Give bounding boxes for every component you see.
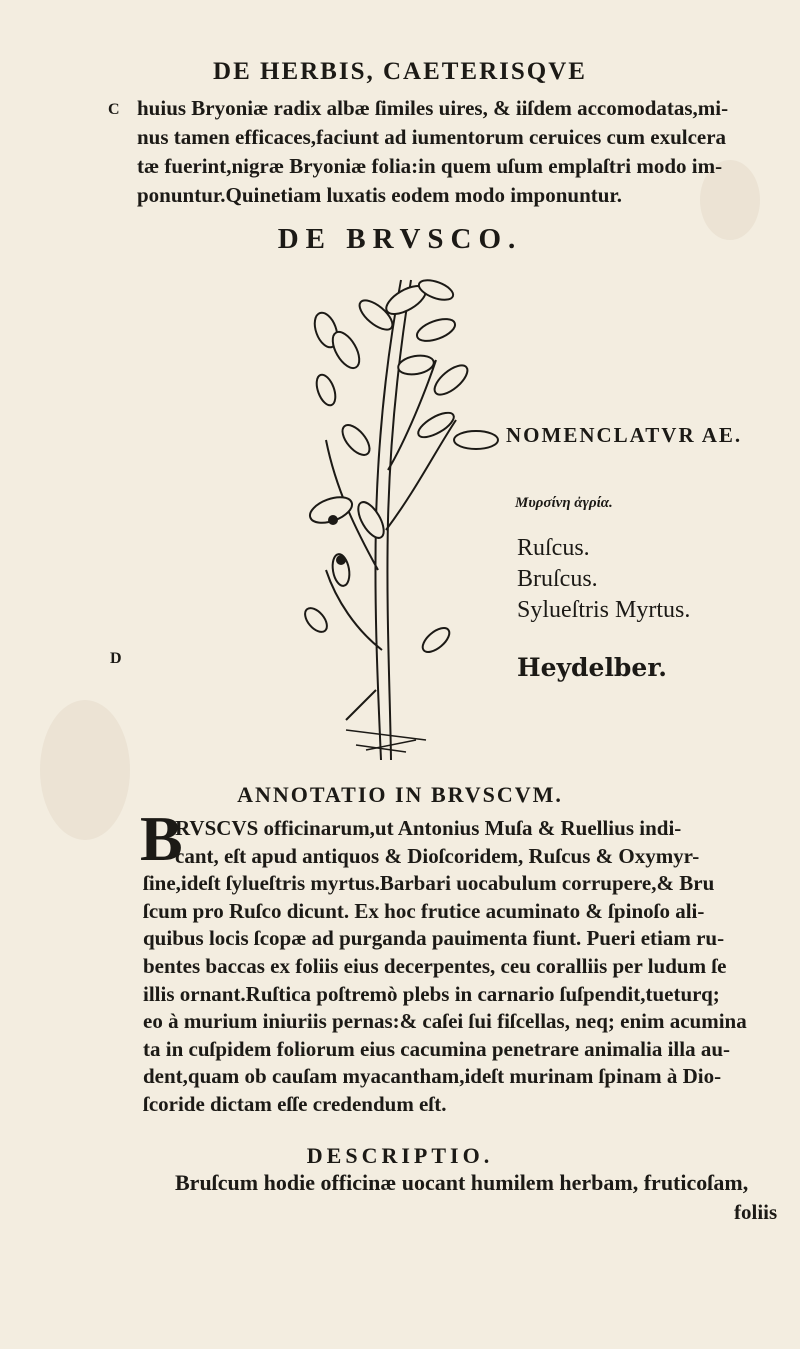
intro-line: tæ fuerint,nigræ Bryoniæ folia:in quem uſum emplaſtri modo im- xyxy=(137,154,723,178)
paper-stain xyxy=(40,700,130,840)
annotatio-line: cant, eſt apud antiquos & Dioſcoridem, Ruſcus & Oxymyr- xyxy=(175,843,700,868)
intro-line: nus tamen efficaces,faciunt ad iumentorum ceruices cum exulcera xyxy=(137,125,727,149)
intro-paragraph xyxy=(137,94,777,210)
annotatio-line: ſine,ideſt ſylueſtris myrtus.Barbari uocabulum corrupere,& Bru xyxy=(143,871,715,896)
drop-cap: B xyxy=(140,803,183,874)
intro-line: ponuntur.Quinetiam luxatis eodem modo imponuntur. xyxy=(137,183,623,207)
intro-line: huius Bryoniæ radix albæ ſimiles uires, & iiſdem accomodatas,mi- xyxy=(137,96,729,120)
annotatio-line: illis ornant.Ruſtica poſtremò plebs in carnario ſuſpendit,tueturq; xyxy=(143,981,720,1006)
annotatio-line: quibus locis ſcopæ ad purganda pauimenta fiunt. Pueri etiam ru- xyxy=(143,926,725,951)
annotatio-line: ſcum pro Ruſco dicunt. Ex hoc frutice acuminato & ſpinoſo ali- xyxy=(143,898,705,923)
catchword: foliis xyxy=(734,1200,778,1224)
running-header: DE HERBIS, CAETERISQVE xyxy=(213,58,587,85)
nomenclature-heading: NOMENCLATVR AE. xyxy=(506,423,743,447)
annotatio-line: eo à murium iniuriis pernas:& caſei ſui fiſcellas, neq; enim acumina xyxy=(143,1009,747,1034)
annotatio-line: ſcoride dictam eſſe credendum eſt. xyxy=(143,1091,447,1116)
latin-name: Ruſcus. xyxy=(517,535,590,561)
section-title: DE BRVSCO. xyxy=(277,223,523,255)
annotatio-line: RVSCVS officinarum,ut Antonius Muſa & Ruellius indi- xyxy=(175,816,682,840)
latin-name: Sylueſtris Myrtus. xyxy=(517,597,691,623)
margin-letter-c: C xyxy=(108,101,120,118)
latin-name: Bruſcus. xyxy=(517,566,598,592)
annotatio-title: ANNOTATIO IN BRVSCVM. xyxy=(237,782,563,807)
greek-name: Μυρσίνη ἀγρία. xyxy=(515,495,613,511)
annotatio-line: bentes baccas ex foliis eius decerpentes, ceu coralliis per ludum ſe xyxy=(143,953,727,978)
annotatio-line: dent,quam ob cauſam myacantham,ideſt murinam ſpinam à Dio- xyxy=(143,1064,722,1089)
annotatio-line: ta in cuſpidem foliorum eius cacumina penetrare animalia illa au- xyxy=(143,1036,731,1061)
descriptio-title: DESCRIPTIO. xyxy=(306,1143,494,1168)
margin-letter-d: D xyxy=(110,650,122,667)
brusco-plant-woodcut xyxy=(286,270,526,770)
annotatio-paragraph xyxy=(143,815,783,1119)
descriptio-line: Bruſcum hodie officinæ uocant humilem herbam, fruticoſam, xyxy=(175,1170,749,1195)
german-name: Heydelber. xyxy=(517,653,667,682)
latin-names xyxy=(517,533,690,626)
